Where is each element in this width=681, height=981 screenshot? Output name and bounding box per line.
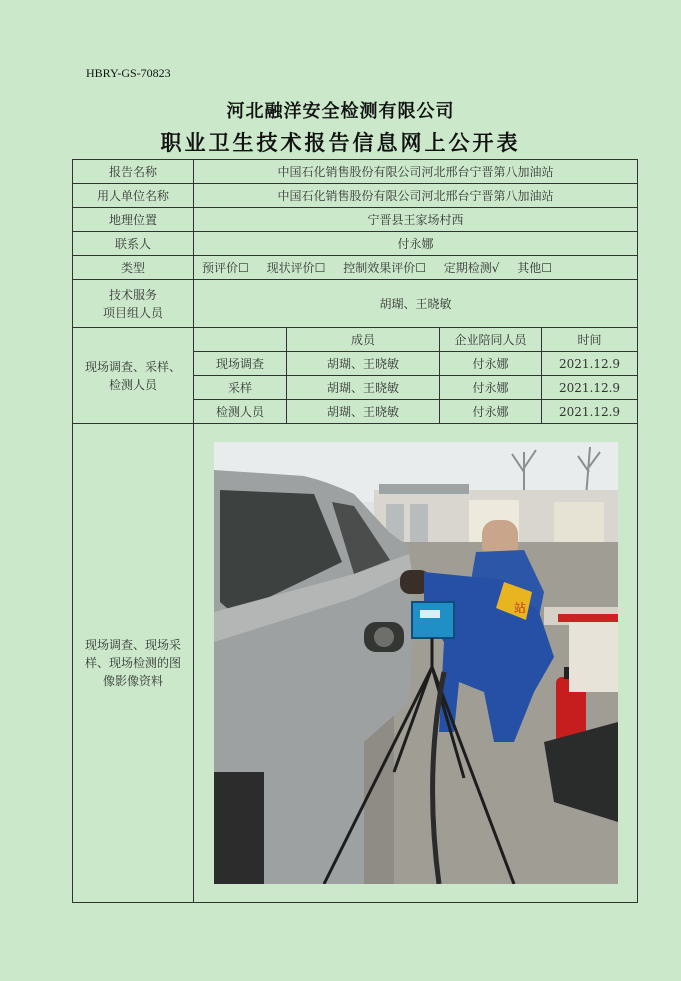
type-option-other: 其他☐	[517, 260, 553, 275]
survey-header-time: 时间	[542, 328, 638, 352]
type-option-control-eval: 控制效果评价☐	[343, 260, 426, 275]
company-name: 河北融洋安全检测有限公司	[226, 101, 455, 122]
survey-header-row	[73, 328, 638, 352]
row-type	[73, 256, 638, 280]
employer-value: 中国石化销售股份有限公司河北邢台宁晋第八加油站	[194, 184, 638, 208]
tech-service-label-line2: 项目组人员	[102, 305, 163, 320]
row-photo	[73, 424, 638, 903]
location-label: 地理位置	[73, 208, 194, 232]
survey-header-escort: 企业陪同人员	[440, 328, 542, 352]
disclosure-table	[72, 159, 638, 903]
survey-stage: 检测人员	[194, 400, 287, 424]
report-name-label: 报告名称	[73, 160, 194, 184]
vest-text: 站	[513, 601, 526, 615]
survey-escort: 付永娜	[440, 376, 542, 400]
survey-header-member: 成员	[287, 328, 440, 352]
document-code: HBRY-GS-70823	[86, 66, 171, 80]
survey-member: 胡瑚、王晓敏	[287, 352, 440, 376]
survey-stage: 现场调查	[194, 352, 287, 376]
page-title: 职业卫生技术报告信息网上公开表	[160, 130, 521, 155]
survey-label	[73, 328, 194, 424]
survey-stage: 采样	[194, 376, 287, 400]
site-inspection-photo	[214, 442, 618, 884]
report-name-value: 中国石化销售股份有限公司河北邢台宁晋第八加油站	[194, 160, 638, 184]
survey-label-line1: 现场调查、采样、	[84, 359, 181, 374]
contact-value: 付永娜	[194, 232, 638, 256]
photo-label-line3: 像影像资料	[102, 674, 163, 688]
location-value: 宁晋县王家场村西	[194, 208, 638, 232]
row-location	[73, 208, 638, 232]
tech-service-value: 胡瑚、王晓敏	[194, 280, 638, 328]
employer-label: 用人单位名称	[73, 184, 194, 208]
row-employer	[73, 184, 638, 208]
survey-time: 2021.12.9	[542, 376, 638, 400]
row-tech-service	[73, 280, 638, 328]
photo-cell	[194, 424, 638, 903]
survey-header-blank	[194, 328, 287, 352]
tech-service-label-line1: 技术服务	[108, 287, 157, 302]
row-report-name	[73, 160, 638, 184]
survey-member: 胡瑚、王晓敏	[287, 400, 440, 424]
survey-label-line2: 检测人员	[108, 377, 157, 392]
type-option-periodic-test: 定期检测√	[443, 260, 500, 275]
type-options	[194, 256, 638, 280]
type-option-pre-eval: 预评价☐	[202, 260, 249, 275]
row-contact	[73, 232, 638, 256]
photo-label	[73, 424, 194, 903]
survey-time: 2021.12.9	[542, 400, 638, 424]
survey-escort: 付永娜	[440, 400, 542, 424]
photo-label-line1: 现场调查、现场采	[84, 638, 181, 652]
tech-service-label	[73, 280, 194, 328]
survey-member: 胡瑚、王晓敏	[287, 376, 440, 400]
contact-label: 联系人	[73, 232, 194, 256]
photo-label-line2: 样、现场检测的图	[84, 656, 181, 670]
survey-time: 2021.12.9	[542, 352, 638, 376]
site-photo-illustration	[214, 442, 618, 884]
type-label: 类型	[73, 256, 194, 280]
survey-escort: 付永娜	[440, 352, 542, 376]
type-option-status-eval: 现状评价☐	[266, 260, 326, 275]
